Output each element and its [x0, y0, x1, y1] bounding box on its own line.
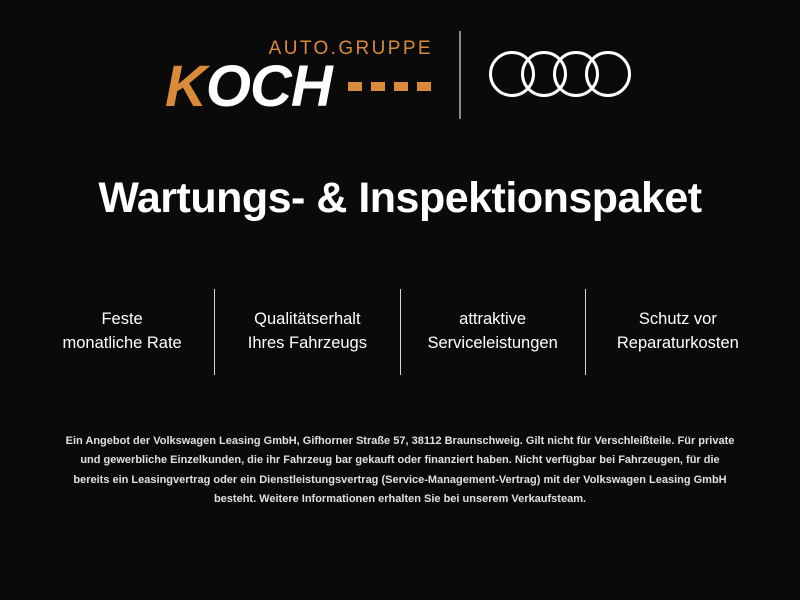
legal-disclaimer: Ein Angebot der Volkswagen Leasing GmbH, Gifhorner Straße 57, 38112 Braunschweig. Gilt nicht für Verschleißteile. Für private und gewerbliche Einzelkunden, die ihr Fahrzeug bar gekauft oder finanziert haben. Nicht verfügbar bei Fahrzeugen, für die bereits ein Leasingvertrag oder ein Dienstleistungsvertrag (Service-Management-Vertrag) mit der Volkswagen Leasing GmbH besteht. Weitere Informationen erhalten Sie bei unserem Verkaufsteam.: [65, 435, 735, 505]
feature-line-1: attraktive: [459, 310, 527, 329]
koch-logo-initial: K: [165, 54, 206, 119]
logo-divider: [459, 31, 461, 119]
feature-item: [215, 289, 399, 375]
koch-logo-dashes-icon: [348, 82, 431, 91]
feature-line-1: Schutz vor: [638, 310, 717, 329]
feature-list: [30, 289, 770, 375]
logo-header: [0, 0, 800, 150]
feature-line-2: monatliche Rate: [62, 334, 182, 352]
feature-line-1: Qualitätserhalt: [254, 310, 361, 329]
feature-item: [401, 289, 585, 375]
feature-item: [586, 289, 770, 375]
feature-line-1: Feste: [101, 310, 143, 329]
page-title: Wartungs- & Inspektionspaket: [98, 174, 702, 222]
feature-item: [30, 289, 214, 375]
feature-line-2: Reparaturkosten: [616, 334, 739, 352]
koch-logo: [151, 20, 441, 130]
feature-line-2: Ihres Fahrzeugs: [247, 334, 367, 352]
audi-four-rings-logo: [489, 45, 649, 105]
koch-logo-wordmark: [165, 54, 332, 119]
feature-line-2: Serviceleistungen: [427, 334, 558, 352]
koch-logo-rest: OCH: [205, 54, 332, 119]
koch-logo-tagline: AUTO.GRUPPE: [268, 38, 433, 59]
